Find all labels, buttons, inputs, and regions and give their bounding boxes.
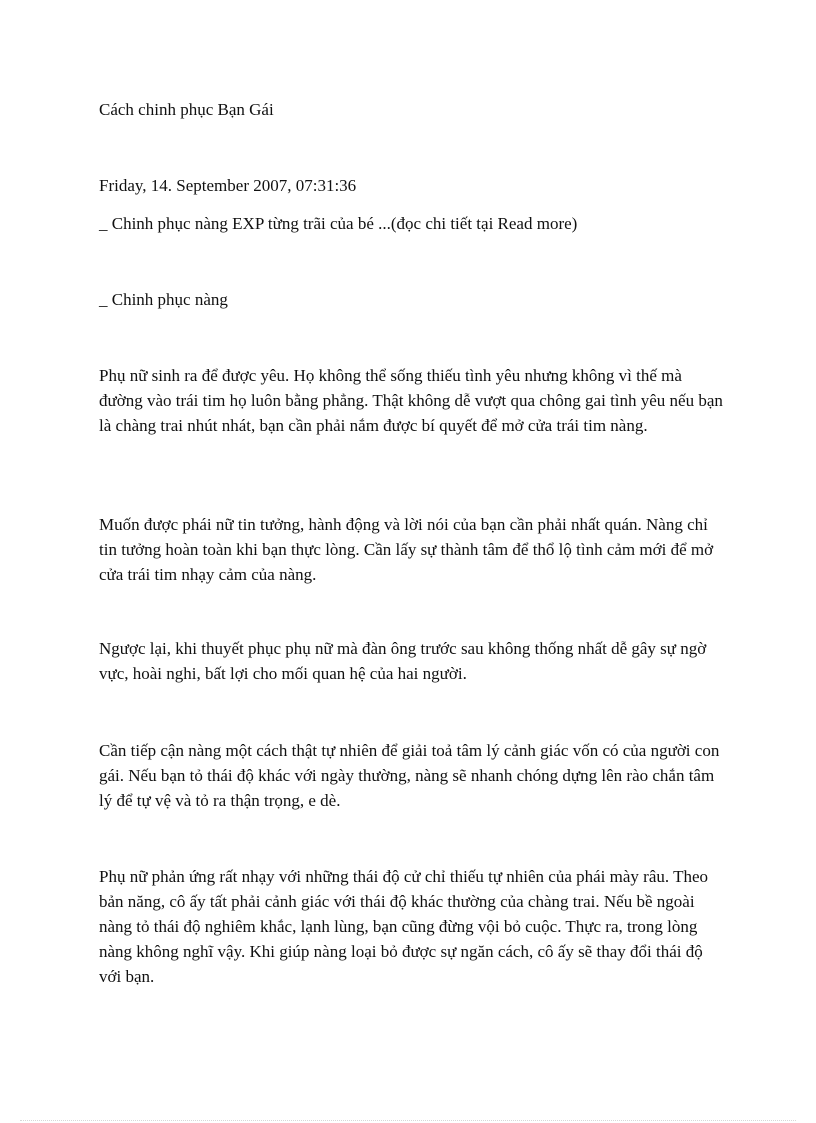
page-bottom-divider xyxy=(20,1120,796,1121)
page-title: Cách chinh phục Bạn Gái xyxy=(99,100,274,119)
intro-line: _ Chinh phục nàng EXP từng trãi của bé ...(đọc chi tiết tại Read more) xyxy=(99,214,578,233)
paragraph: Cần tiếp cận nàng một cách thật tự nhiên để giải toả tâm lý cảnh giác vốn có của người con gái. Nếu bạn tỏ thái độ khác với ngày thường, nàng sẽ nhanh chóng dựng lên rào chắn tâm lý để tự vệ và tỏ ra thận trọng, e dè. xyxy=(99,741,720,810)
post-date: Friday, 14. September 2007, 07:31:36 xyxy=(99,176,357,195)
section-heading: _ Chinh phục nàng xyxy=(99,290,228,309)
paragraph: Phụ nữ phản ứng rất nhạy với những thái độ cử chỉ thiếu tự nhiên của phái mày râu. Theo bản năng, cô ấy tất phải cảnh giác với thái độ khác thường của chàng trai. Nếu bề ngoài nàng tỏ thái độ nghiêm khắc, lạnh lùng, bạn cũng đừng vội bỏ cuộc. Thực ra, trong lòng nàng không nghĩ vậy. Khi giúp nàng loại bỏ được sự ngăn cách, cô ấy sẽ thay đổi thái độ với bạn. xyxy=(99,867,709,986)
paragraph: Muốn được phái nữ tin tưởng, hành động và lời nói của bạn cần phải nhất quán. Nàng chỉ tin tưởng hoàn toàn khi bạn thực lòng. Cần lấy sự thành tâm để thổ lộ tình cảm mới để mở cửa trái tim nhạy cảm của nàng. xyxy=(99,515,714,584)
paragraph: Phụ nữ sinh ra để được yêu. Họ không thể sống thiếu tình yêu nhưng không vì thế mà đường vào trái tim họ luôn bằng phẳng. Thật không dễ vượt qua chông gai tình yêu nếu bạn là chàng trai nhút nhát, bạn cần phải nắm được bí quyết để mở cửa trái tim nàng. xyxy=(99,366,723,435)
paragraph: Ngược lại, khi thuyết phục phụ nữ mà đàn ông trước sau không thống nhất dễ gây sự ngờ vực, hoài nghi, bất lợi cho mối quan hệ của hai người. xyxy=(99,639,707,683)
